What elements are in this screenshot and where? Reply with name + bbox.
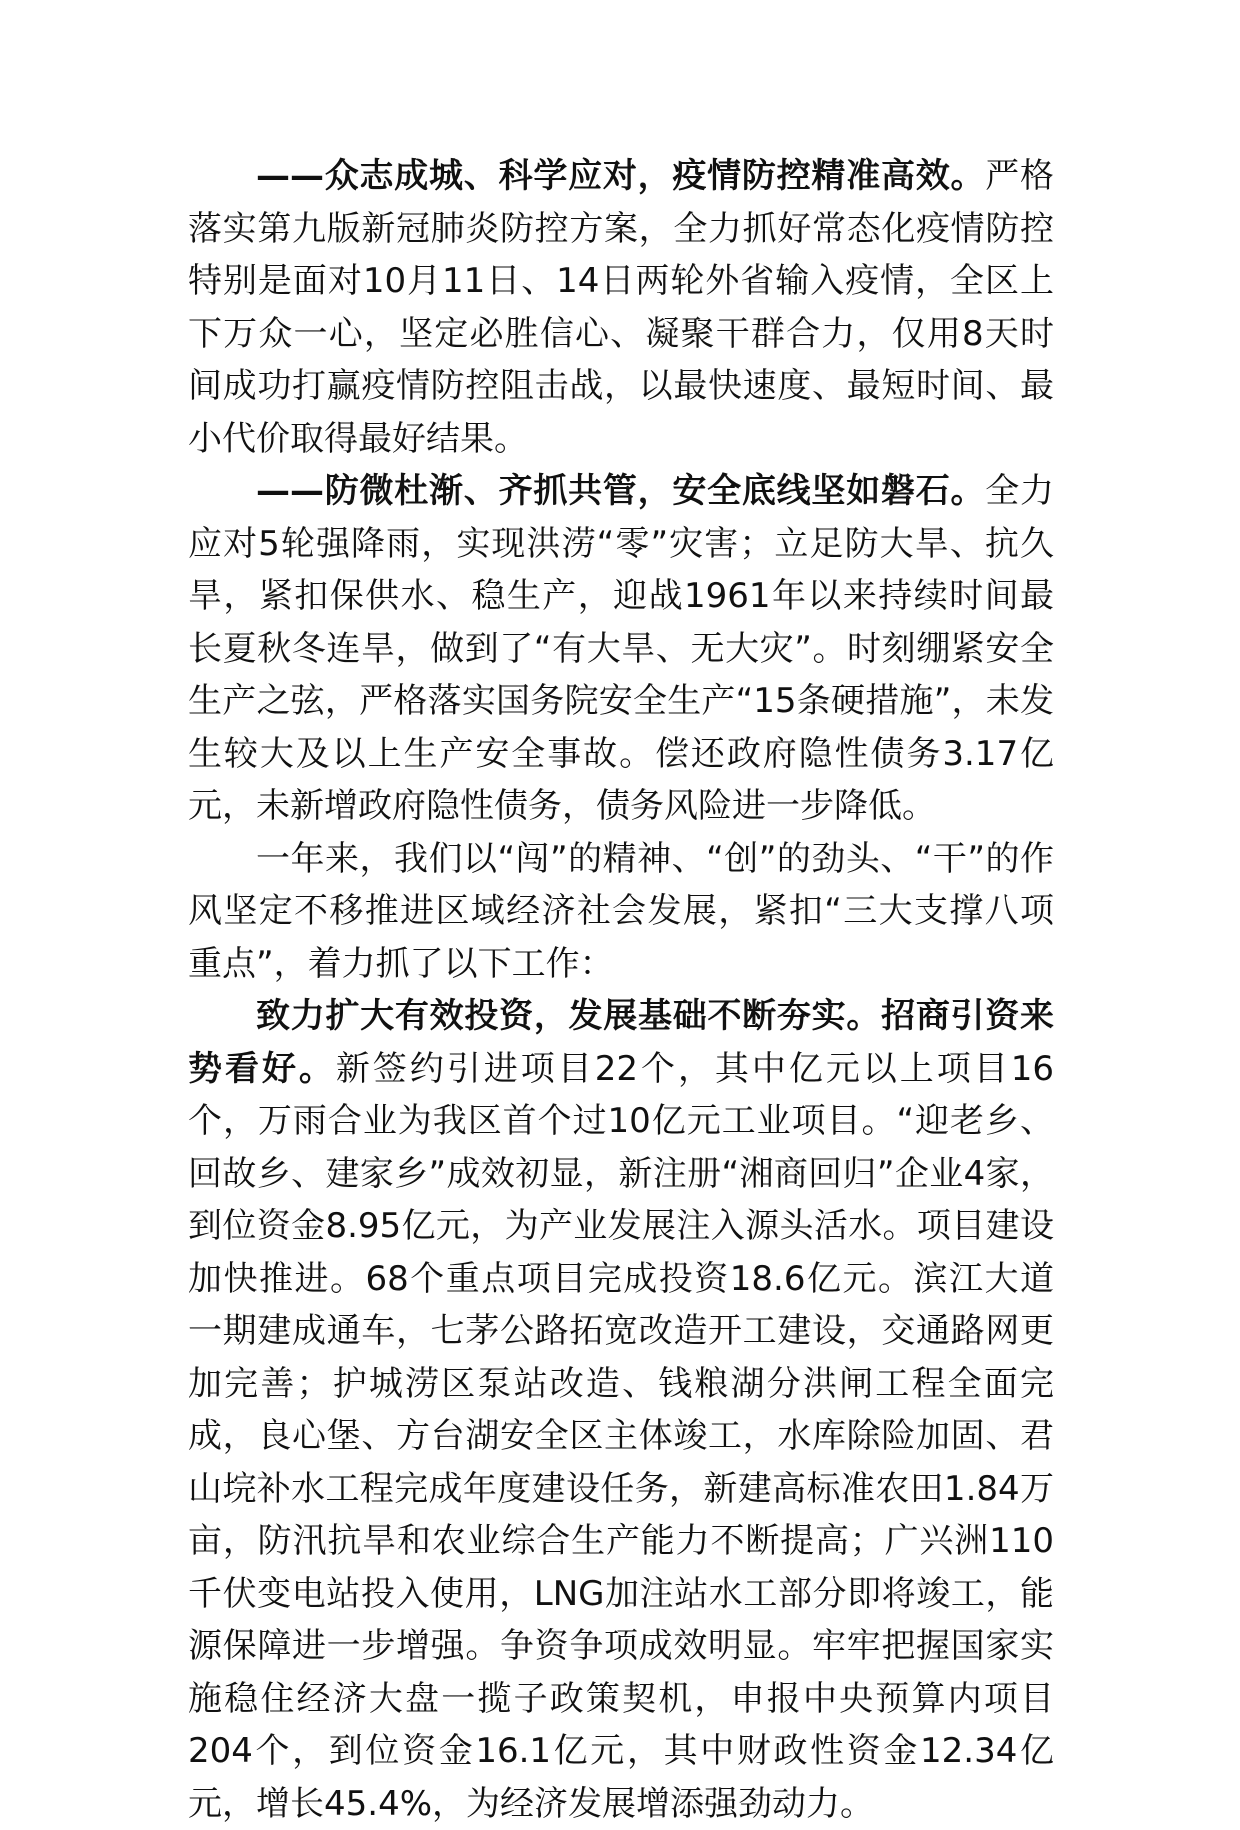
document-body — [188, 150, 1054, 1830]
paragraph-text: 严格落实第九版新冠肺炎防控方案，全力抓好常态化疫情防控特别是面对10月11日、14日两轮外省输入疫情，全区上下万众一心，坚定必胜信心、凝聚干群合力，仅用8天时间成功打赢疫情防控阻击战，以最快速度、最短时间、最小代价取得最好结果。 — [188, 156, 1055, 459]
paragraph-heading: ——众志成城、科学应对，疫情防控精准高效。 — [256, 156, 986, 196]
paragraph-effective-investment — [188, 990, 1054, 1830]
paragraph-heading: ——防微杜渐、齐抓共管，安全底线坚如磐石。 — [256, 471, 986, 511]
paragraph-heading: 致力扩大有效投资，发展基础不断夯实。招商引资来势看好。 — [188, 996, 1054, 1089]
paragraph-epidemic-control — [188, 150, 1054, 465]
paragraph-year-summary — [188, 833, 1054, 991]
paragraph-safety-bottom-line — [188, 465, 1054, 833]
paragraph-text: 一年来，我们以“闯”的精神、“创”的劲头、“干”的作风坚定不移推进区域经济社会发展，紧扣“三大支撑八项重点”，着力抓了以下工作： — [188, 838, 1054, 984]
paragraph-text: 新签约引进项目22个，其中亿元以上项目16个，万雨合业为我区首个过10亿元工业项目。“迎老乡、回故乡、建家乡”成效初显，新注册“湘商回归”企业4家，到位资金8.95亿元，为产业发展注入源头活水。项目建设加快推进。68个重点项目完成投资18.6亿元。滨江大道一期建成通车，七茅公路拓宽改造开工建设，交通路网更加完善；护城涝区泵站改造、钱粮湖分洪闸工程全面完成，良心堡、方台湖安全区主体竣工，水库除险加固、君山垸补水工程完成年度建设任务，新建高标准农田1.84万亩，防汛抗旱和农业综合生产能力不断提高；广兴洲110千伏变电站投入使用，LNG加注站水工部分即将竣工，能源保障进一步增强。争资争项成效明显。牢牢把握国家实施稳住经济大盘一揽子政策契机，申报中央预算内项目204个，到位资金16.1亿元，其中财政性资金12.34亿元，增长45.4%，为经济发展增添强劲动力。 — [188, 1048, 1054, 1824]
paragraph-text: 全力应对5轮强降雨，实现洪涝“零”灾害；立足防大旱、抗久旱，紧扣保供水、稳生产，迎战1961年以来持续时间最长夏秋冬连旱，做到了“有大旱、无大灾”。时刻绷紧安全生产之弦，严格落实国务院安全生产“15条硬措施”，未发生较大及以上生产安全事故。偿还政府隐性债务3.17亿元，未新增政府隐性债务，债务风险进一步降低。 — [188, 471, 1055, 826]
